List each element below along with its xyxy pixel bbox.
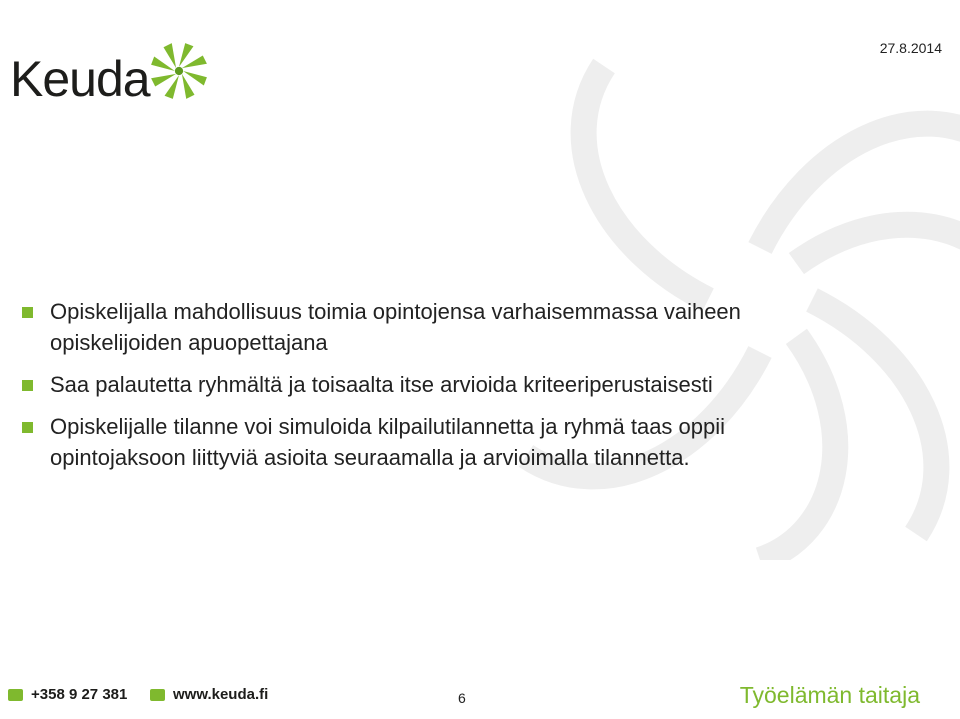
bullet-text: Opiskelijalla mahdollisuus toimia opintojensa varhaisemmassa vaiheen opiskelijoiden apuopettajana [50, 299, 741, 355]
pinwheel-logo-icon [148, 40, 210, 102]
bullet-list [22, 296, 852, 484]
logo-text: Keuda [10, 51, 150, 107]
green-square-icon [8, 689, 23, 701]
bullet-square-icon [22, 422, 33, 433]
footer-website[interactable] [150, 686, 268, 703]
bullet-text: Opiskelijalle tilanne voi simuloida kilpailutilannetta ja ryhmä taas oppii opintojaksoon liittyviä asioita seuraamalla ja arvioimalla tilannetta. [50, 414, 726, 470]
bullet-square-icon [22, 380, 33, 391]
page-number: 6 [458, 690, 466, 706]
footer [0, 682, 960, 716]
slide-date: 27.8.2014 [879, 40, 942, 56]
phone-text: +358 9 27 381 [31, 686, 128, 703]
bullet-item [22, 411, 852, 473]
bullet-item [22, 296, 852, 358]
website-link[interactable]: www.keuda.fi [173, 686, 269, 703]
bullet-square-icon [22, 307, 33, 318]
footer-phone [8, 686, 127, 703]
bullet-item [22, 369, 852, 400]
green-square-icon [150, 689, 165, 701]
footer-slogan: Työelämän taitaja [739, 682, 920, 708]
bullet-text: Saa palautetta ryhmältä ja toisaalta itse arvioida kriteeriperustaisesti [50, 372, 713, 397]
keuda-logo [6, 34, 216, 114]
